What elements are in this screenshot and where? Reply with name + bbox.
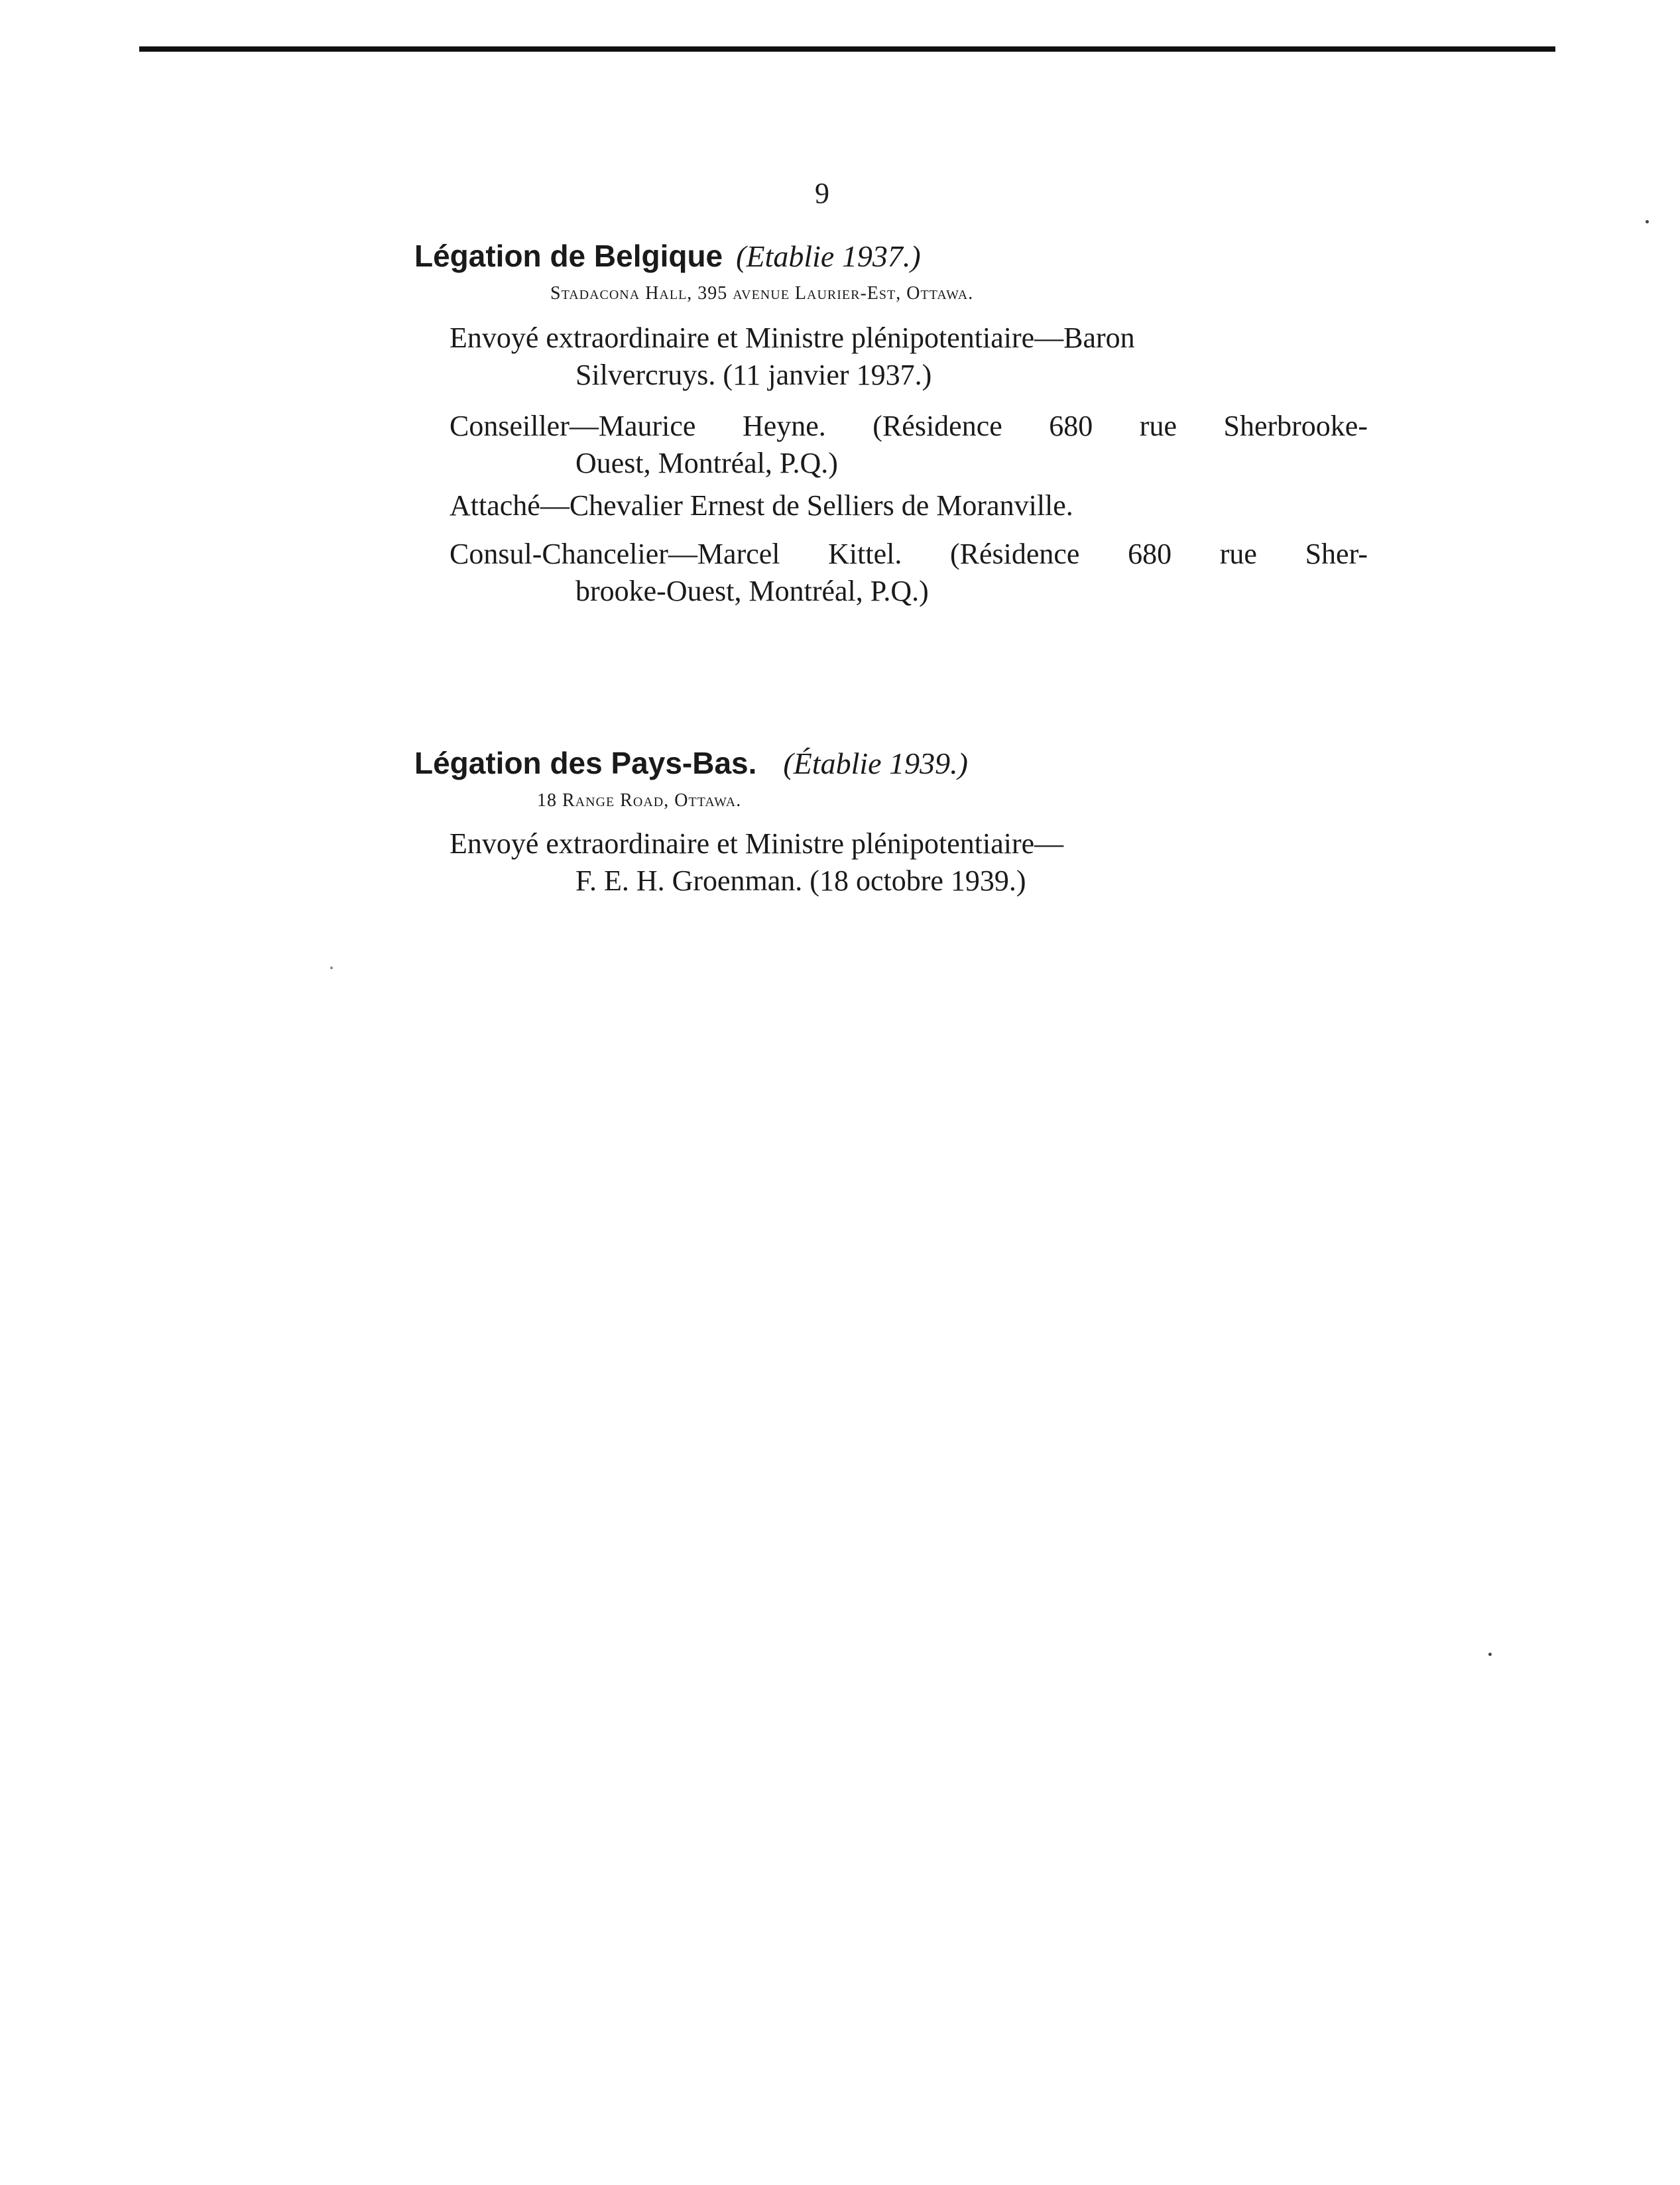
page-number: 9 bbox=[815, 177, 829, 209]
entry-envoye bbox=[450, 320, 1368, 394]
entry-line: Consul-Chancelier—Marcel Kittel. (Résidence 680 rue Sher- bbox=[450, 538, 1368, 570]
establishment-date: (Établie 1939.) bbox=[783, 746, 968, 780]
entry-line: Silvercruys. (11 janvier 1937.) bbox=[575, 359, 932, 391]
legation-name: Légation de Belgique bbox=[414, 239, 723, 273]
scan-speck bbox=[1646, 220, 1649, 223]
legation-address: 18 Range Road, Ottawa. bbox=[537, 790, 742, 811]
entry-consul-chancelier bbox=[450, 536, 1368, 610]
establishment-date: (Etablie 1937.) bbox=[736, 239, 921, 273]
section-heading bbox=[414, 235, 921, 277]
entry-line: Conseiller—Maurice Heyne. (Résidence 680 rue Sherbrooke- bbox=[450, 410, 1368, 442]
legation-name: Légation des Pays-Bas. bbox=[414, 746, 757, 780]
entry-line: F. E. H. Groenman. (18 octobre 1939.) bbox=[575, 864, 1026, 897]
section-heading bbox=[414, 742, 968, 784]
scan-speck bbox=[1488, 1653, 1492, 1656]
entry-line: Attaché—Chevalier Ernest de Selliers de Moranville. bbox=[450, 489, 1073, 522]
scan-speck bbox=[330, 967, 333, 969]
legation-address: Stadacona Hall, 395 avenue Laurier-Est, Ottawa. bbox=[550, 283, 974, 304]
entry-line: Envoyé extraordinaire et Ministre plénipotentiaire—Baron bbox=[450, 322, 1135, 354]
entry-line: Ouest, Montréal, P.Q.) bbox=[575, 447, 838, 479]
entry-conseiller bbox=[450, 408, 1368, 482]
entry-attache bbox=[450, 487, 1368, 524]
entry-envoye bbox=[450, 825, 1368, 900]
entry-line: brooke-Ouest, Montréal, P.Q.) bbox=[575, 575, 929, 607]
entry-line: Envoyé extraordinaire et Ministre plénipotentiaire— bbox=[450, 827, 1064, 860]
top-rule bbox=[139, 46, 1555, 52]
